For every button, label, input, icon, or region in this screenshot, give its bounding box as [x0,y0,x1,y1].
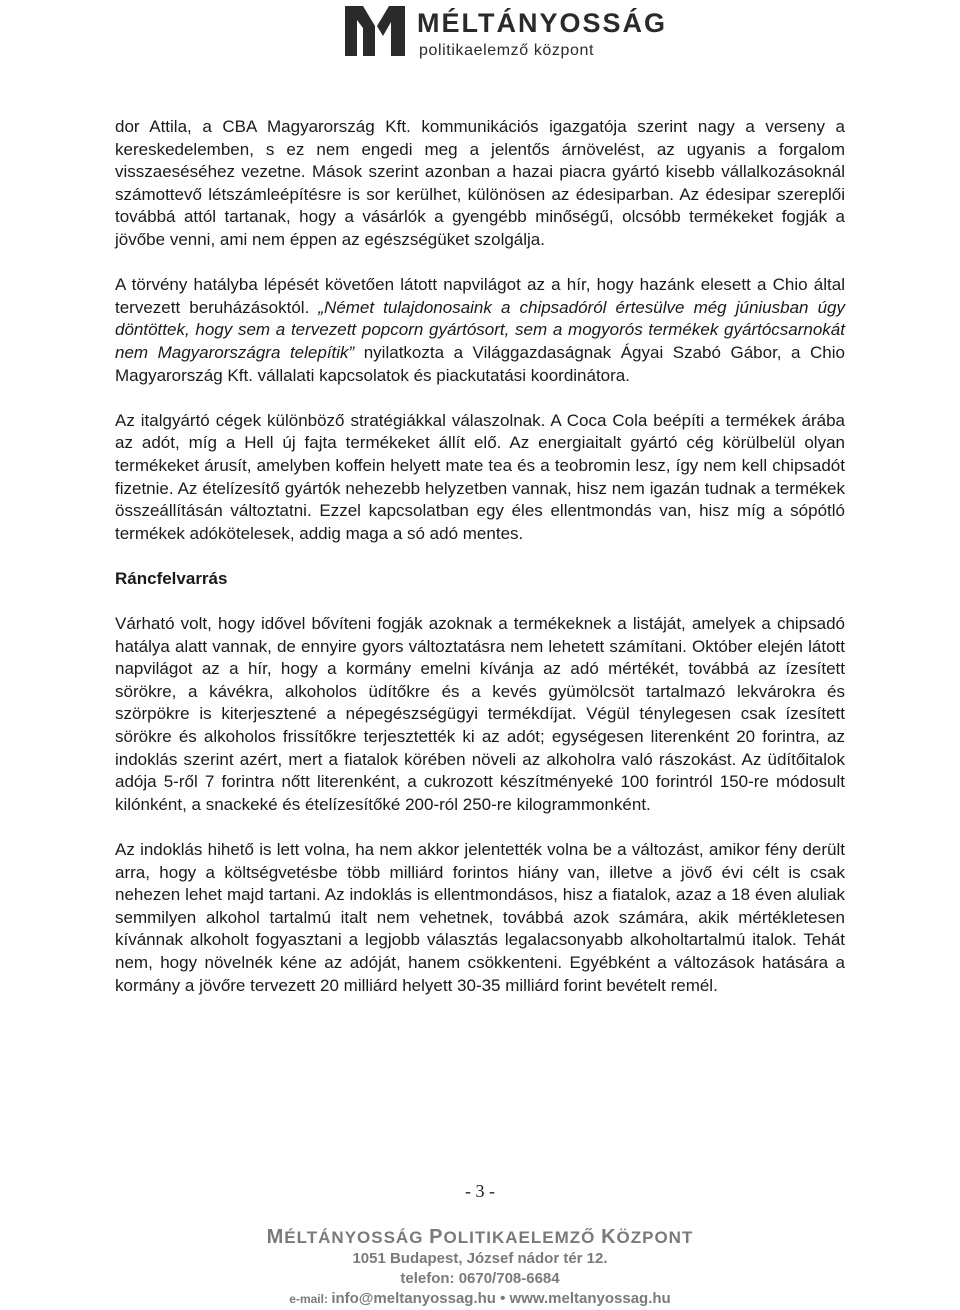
paragraph-3: Az italgyártó cégek különböző stratégiákkal válaszolnak. A Coca Cola beépíti a termékek árába az adót, míg a Hell új fajta termékeket állít elő. Az energiaitalt gyártó cég körülbelül olyan termékeket árusít, amelyben koffein helyett mate tea és a teobromin lesz, így nem kell chipsadót fizetnie. Az ételízesítő gyártók nehezebb helyzetben vannak, hisz nem igazán tudnak a termékek összeállításán változtatni. Ezzel kapcsolatban egy éles ellentmondás van, hisz míg a sópótló termékek adókötelesek, addig maga a só adó mentes. [115,410,845,543]
footer [0,1226,960,1309]
paragraph-2-start: A törvény hatályba lépését követően látott napvilágot az a hír, hogy hazánk elesett a Chio által tervezett beruházásoktól. [115,275,845,317]
page-number: - 3 - [465,1181,495,1201]
logo-subtitle: politikaelemző központ [419,42,595,59]
article-body [115,116,845,1020]
section-heading: Ráncfelvarrás [115,568,228,588]
footer-address: 1051 Budapest, József nádor tér 12. [352,1250,608,1267]
paragraph-4: Várható volt, hogy idővel bővíteni fogják azoknak a termékeknek a listáját, amelyek a chipsadó hatálya alatt vannak, de ennyire gyors változtatásra nem lehetett számítani. Október elején látott napvilágot az a hír, hogy a kormány emelni kívánja az adó mértékét, továbbá az ízesített sörökre, a kávékra, alkoholos üdítőkre és a kevés gyümölcsöt tartalmazó lekvárokra és szörpökre is kiterjesztené a népegészségügyi termékdíjat. Végül ténylegesen csak ízesített sörökre és alkoholos frissítőkre terjesztették ki az adót; egységesen literenként 20 forintra, az indoklás szerint azért, mert a fiatalok körében növeli az alkoholra való rászokást. Az üdítőitalok adója 5-ről 7 forintra nőtt literenként, a cukrozott készítményeké 100 forintról 150-re módosult kilónként, a snackeké és ételízesítőké 200-ról 250-re kilogrammonként. [115,614,845,814]
footer-email-web[interactable]: info@meltanyossag.hu • www.meltanyossag.hu [331,1290,671,1307]
logo-title: MÉLTÁNYOSSÁG [417,8,668,38]
meltanyossag-logo-icon [345,6,405,56]
paragraph-5: Az indoklás hihető is lett volna, ha nem akkor jelentették volna be a változást, amikor fény derült arra, hogy a költségvetésbe több milliárd forintos hiány van, illetve a jövő évi célt is csak nehezen lehet majd tartani. Az indoklás is ellentmondásos, hisz a fiatalok, azaz a 18 éven aluliak semmilyen alkohol tartalmú italt nem vehetnek, továbbá azok számára, akik mértékletesen kívánnak alkoholt fogyasztani a legjobb választás legalacsonyabb alkoholtartalmú italok. Tehát nem, hogy növelnék kéne az adóját, hanem csökkenteni. Egyébként a változások hatására a kormány a jövőre tervezett 20 milliárd helyett 30-35 milliárd forint bevételt remél. [115,840,845,995]
footer-email-label: e-mail: [289,1292,332,1306]
paragraph-2-quote: „Német tulajdonosaink a chipsadóról értesülve még júniusban úgy döntöttek, hogy sem a tervezett popcorn gyártósort, sem a mogyorós termékek gyártócsarnokát nem Magyarországra telepítik” [115,297,845,362]
paragraph-2-end: nyilatkozta a Világgazdaságnak Ágyai Szabó Gábor, a Chio Magyarország Kft. vállalati kapcsolatok és piackutatási koordinátora. [115,342,845,385]
paragraph-1: dor Attila, a CBA Magyarország Kft. kommunikációs igazgatója szerint nagy a verseny a kereskedelemben, s ez nem engedi meg a jelentős árnövelést, az ugyanis a forgalom visszaeséséhez vezetne. Mások szerint azonban a hazai piacra gyártó kisebb vállalkozásoknál számottevő létszámleépítésre is sor kerülhet, különösen az édesiparban. Az édesipar szereplői továbbá attól tartanak, hogy a vásárlók a gyengébb minőségű, olcsóbb termékeket fogják a jövőbe venni, ami nem éppen az egészségüket szolgálja. [115,117,845,249]
footer-org-name: MÉLTÁNYOSSÁG POLITIKAELEMZŐ KÖZPONT [266,1226,694,1248]
header-logo [345,4,668,60]
footer-contact [0,1289,960,1309]
footer-phone: telefon: 0670/708-6684 [400,1270,560,1287]
paragraph-2 [115,274,845,387]
